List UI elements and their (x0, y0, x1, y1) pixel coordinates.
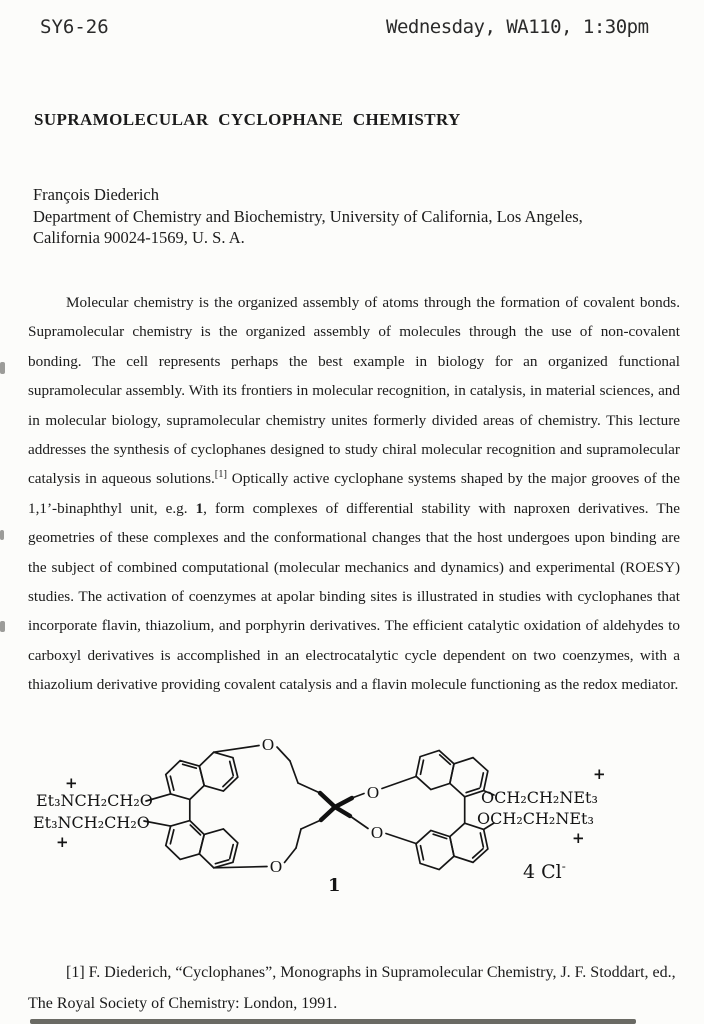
left-bottom-charge: + (56, 833, 69, 851)
affiliation-line2: California 90024-1569, U. S. A. (33, 228, 245, 247)
paper-title: SUPRAMOLECULAR CYCLOPHANE CHEMISTRY (34, 110, 461, 129)
page-header (0, 16, 704, 42)
scan-speck (0, 530, 4, 540)
abstract-text-2a: Optically active cyclophane systems shaped by the major grooves of the 1,1’-binaphthyl unit, e.g. (28, 470, 680, 517)
left-substituent-label-1: Et₃NCH₂CH₂O (36, 791, 153, 810)
counterion-value: 4 Cl (523, 861, 562, 883)
oxygen-atom-label: O (269, 857, 283, 876)
abstract-paragraph (28, 288, 680, 700)
scan-smudge-bar (30, 1019, 636, 1024)
oxygen-atom-label: O (370, 823, 384, 842)
reference-text: F. Diederich, “Cyclophanes”, Monographs in Supramolecular Chemistry, J. F. Stoddart, ed., The Royal Society of Chemistry: London, 1991. (28, 964, 676, 1012)
abstract-text-2b: , form complexes of differential stability with naproxen derivatives. The geometries of these complexes and the conformational changes that the host undergoes upon binding are the subject of combined computational (molecular mechanics and dynamics) and experimental (ROESY) studies. The activation of coenzymes at apolar binding sites is illustrated in studies with cyclophanes that incorporate flavin, thiazolium, and porphyrin derivatives. The efficient catalytic oxidation of aldehydes to carboxyl derivatives is accomplished in an electrocatalytic cycle dependent on two coenzymes, with a thiazolium derivative providing covalent catalysis and a flavin molecule functioning as the redox mediator. (28, 499, 680, 694)
left-top-charge: + (65, 774, 78, 792)
reference-marker: [1] (66, 964, 85, 981)
affiliation-line1: Department of Chemistry and Biochemistry, University of California, Los Angeles, (33, 206, 583, 226)
right-substituent-label-2: OCH₂CH₂NEt₃ (477, 809, 594, 828)
session-code: SY6-26 (40, 16, 109, 38)
chemical-structure-figure (32, 727, 680, 923)
right-bottom-charge: + (572, 829, 585, 847)
counterion-charge: - (561, 859, 566, 874)
counterion-label (523, 861, 566, 883)
scan-speck (0, 621, 5, 632)
reference-superscript: [1] (214, 469, 228, 481)
scan-speck (0, 362, 5, 374)
left-binaphthyl-unit (144, 746, 335, 872)
right-top-charge: + (593, 765, 606, 783)
compound-number-label: 1 (328, 875, 341, 896)
left-substituent-label-2: Et₃NCH₂CH₂O (33, 813, 150, 832)
session-schedule: Wednesday, WA110, 1:30pm (386, 16, 649, 38)
author-name: François Diederich (33, 185, 159, 204)
compound-number-inline: 1 (195, 499, 204, 517)
oxygen-atom-label: O (366, 783, 380, 802)
reference-entry (28, 957, 680, 1019)
abstract-text-1: Molecular chemistry is the organized assembly of atoms through the formation of covalent bonds. Supramolecular chemistry is the organized assembly of molecules through the use of non-covalent bonding. The cell represents perhaps the best example in biology for an organized functional supramolecular assembly. With its frontiers in molecular recognition, in catalysis, in material sciences, and in molecular biology, supramolecular chemistry unites formerly divided areas of chemistry. This lecture addresses the synthesis of cyclophanes designed to study chiral molecular recognition and supramolecular catalysis in aqueous solutions. (28, 294, 680, 488)
oxygen-atom-label: O (261, 735, 275, 754)
author-block (33, 184, 673, 249)
right-substituent-label-1: OCH₂CH₂NEt₃ (481, 788, 598, 807)
right-binaphthyl-unit (335, 747, 494, 873)
